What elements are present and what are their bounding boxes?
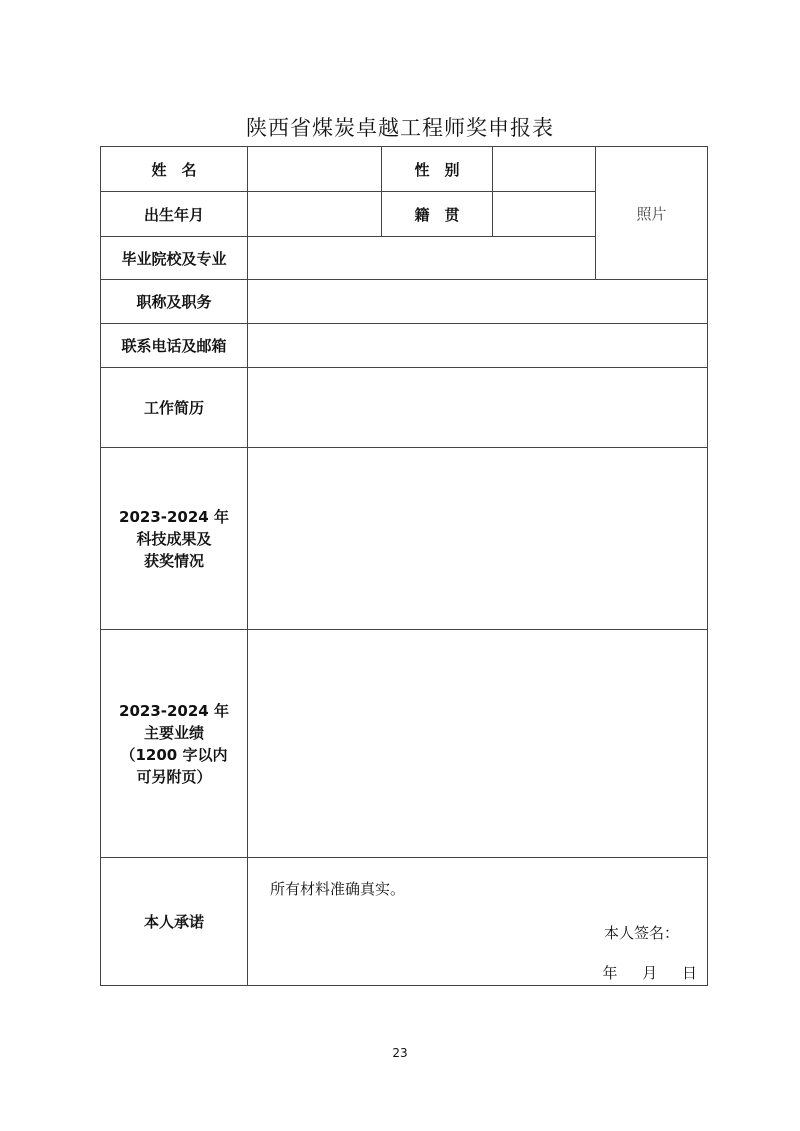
school-label: 毕业院校及专业 bbox=[101, 237, 248, 280]
pledge-label: 本人承诺 bbox=[101, 858, 248, 986]
native-field[interactable] bbox=[493, 192, 596, 237]
performance-label-line: 主要业绩 bbox=[143, 723, 204, 742]
name-field[interactable] bbox=[248, 147, 382, 192]
performance-label-line: 2023-2024 年 bbox=[119, 701, 229, 720]
position-field[interactable] bbox=[248, 280, 708, 324]
achievements-field[interactable] bbox=[248, 448, 708, 630]
achievements-label-line: 获奖情况 bbox=[143, 551, 204, 570]
performance-label-line: （1200 字以内 bbox=[120, 745, 228, 764]
school-field[interactable] bbox=[248, 237, 596, 280]
birth-field[interactable] bbox=[248, 192, 382, 237]
performance-label bbox=[101, 630, 248, 858]
application-form bbox=[100, 146, 708, 986]
form-title: 陕西省煤炭卓越工程师奖申报表 bbox=[246, 116, 554, 140]
contact-field[interactable] bbox=[248, 324, 708, 368]
native-label: 籍 贯 bbox=[382, 192, 493, 237]
achievements-label bbox=[101, 448, 248, 630]
contact-label: 联系电话及邮箱 bbox=[101, 324, 248, 368]
page-number: 23 bbox=[392, 1046, 408, 1060]
gender-label: 性 别 bbox=[382, 147, 493, 192]
performance-field[interactable] bbox=[248, 630, 708, 858]
birth-label: 出生年月 bbox=[101, 192, 248, 237]
gender-field[interactable] bbox=[493, 147, 596, 192]
date-label: 年 月 日 bbox=[602, 964, 697, 982]
pledge-statement: 所有材料准确真实。 bbox=[270, 880, 406, 898]
pledge-field[interactable] bbox=[248, 858, 708, 986]
resume-label: 工作简历 bbox=[101, 368, 248, 448]
position-label: 职称及职务 bbox=[101, 280, 248, 324]
photo-box[interactable]: 照片 bbox=[596, 147, 708, 280]
signature-label: 本人签名： bbox=[603, 924, 679, 942]
name-label: 姓 名 bbox=[101, 147, 248, 192]
achievements-label-line: 2023-2024 年 bbox=[119, 507, 229, 526]
performance-label-line: 可另附页） bbox=[136, 767, 212, 786]
resume-field[interactable] bbox=[248, 368, 708, 448]
achievements-label-line: 科技成果及 bbox=[136, 529, 212, 548]
